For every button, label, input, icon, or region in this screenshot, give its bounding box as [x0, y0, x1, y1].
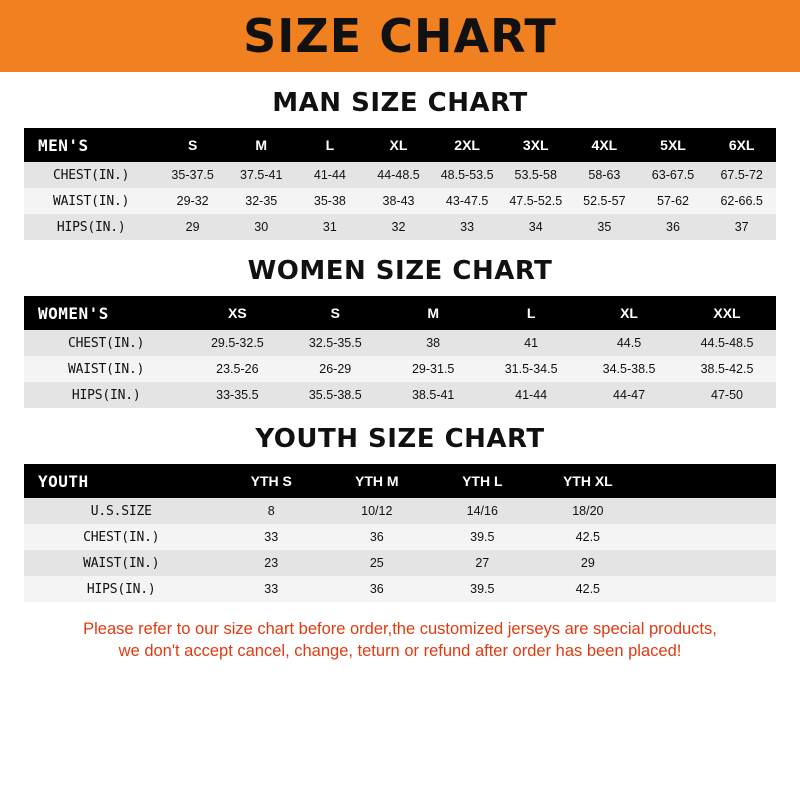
- header-cell-4xl: 4XL: [591, 137, 618, 153]
- page-title: SIZE CHART: [243, 9, 557, 63]
- header-cell-xxl: XXL: [713, 305, 741, 321]
- cell-chest-xs: 29.5-32.5: [210, 336, 264, 350]
- header-cell-s: S: [187, 137, 198, 153]
- cell-waist-m: 29-31.5: [411, 362, 455, 376]
- page-banner: [0, 0, 800, 72]
- cell-spacer: [641, 550, 776, 576]
- cell-waist-s: 29-32: [176, 194, 209, 208]
- cell-waist-6xl: 62-66.5: [720, 194, 763, 208]
- row-label-waist: WAIST(IN.): [68, 361, 145, 377]
- cell-waist-2xl: 43-47.5: [445, 194, 489, 208]
- header-cell-6xl: 6XL: [728, 137, 755, 153]
- cell-hips-l: 41-44: [515, 388, 548, 402]
- cell-chest-xl: 44-48.5: [377, 168, 420, 182]
- cell-waist-yth-s: 23: [264, 556, 279, 570]
- cell-hips-yth-xl: 42.5: [575, 582, 601, 596]
- cell-chest-m: 37.5-41: [240, 168, 283, 182]
- cell-waist-yth-l: 27: [475, 556, 490, 570]
- cell-ussize-yth-s: 8: [267, 504, 275, 518]
- row-label-hips: HIPS(IN.): [56, 219, 126, 235]
- table-man-sizes: [24, 128, 776, 240]
- header-cell-2xl: 2XL: [454, 137, 480, 153]
- cell-waist-m: 32-35: [245, 194, 278, 208]
- cell-hips-4xl: 35: [597, 220, 612, 234]
- header-cell-xs: XS: [228, 305, 247, 321]
- table-header-row: [24, 464, 776, 498]
- cell-hips-2xl: 33: [460, 220, 475, 234]
- cell-chest-yth-xl: 42.5: [575, 530, 601, 544]
- cell-ussize-yth-m: 10/12: [361, 504, 393, 518]
- cell-waist-5xl: 57-62: [657, 194, 689, 208]
- table-row: [24, 162, 776, 188]
- table-row: [24, 188, 776, 214]
- row-label-us-size: U.S.SIZE: [90, 503, 152, 519]
- header-cell-yth-s: YTH S: [250, 473, 292, 489]
- cell-chest-4xl: 58-63: [588, 168, 621, 182]
- cell-chest-yth-s: 33: [264, 530, 279, 544]
- table-youth-body: [24, 498, 776, 602]
- section-youth: [24, 424, 776, 602]
- cell-spacer: [641, 576, 776, 602]
- cell-chest-3xl: 53.5-58: [514, 168, 557, 182]
- cell-hips-xxl: 47-50: [711, 388, 743, 402]
- cell-hips-l: 31: [322, 220, 337, 234]
- cell-hips-xl: 32: [391, 220, 406, 234]
- section-title-youth: YOUTH SIZE CHART: [255, 424, 545, 454]
- header-cell-rowlabel: MEN'S: [38, 135, 89, 155]
- row-label-chest: CHEST(IN.): [53, 167, 130, 183]
- cell-ussize-yth-l: 14/16: [466, 504, 498, 518]
- cell-chest-m: 38: [426, 336, 441, 350]
- table-row: [24, 550, 776, 576]
- table-man-body: [24, 162, 776, 240]
- row-label-chest: CHEST(IN.): [83, 529, 160, 545]
- table-row: [24, 524, 776, 550]
- cell-chest-xxl: 44.5-48.5: [700, 336, 754, 350]
- cell-chest-l: 41-44: [313, 168, 346, 182]
- row-label-chest: CHEST(IN.): [68, 335, 145, 351]
- cell-waist-l: 31.5-34.5: [504, 362, 558, 376]
- table-women-body: [24, 330, 776, 408]
- row-label-hips: HIPS(IN.): [86, 581, 156, 597]
- cell-chest-s: 35-37.5: [171, 168, 214, 182]
- row-label-hips: HIPS(IN.): [71, 387, 141, 403]
- header-cell-spacer: [641, 464, 776, 498]
- table-women-sizes: [24, 296, 776, 408]
- cell-spacer: [641, 498, 776, 524]
- header-cell-xl: XL: [620, 305, 638, 321]
- cell-chest-l: 41: [524, 336, 539, 350]
- cell-hips-s: 35.5-38.5: [308, 388, 362, 402]
- table-row: [24, 214, 776, 240]
- cell-waist-xl: 38-43: [382, 194, 415, 208]
- header-cell-yth-xl: YTH XL: [562, 473, 613, 489]
- header-cell-l: L: [325, 137, 335, 153]
- cell-hips-m: 30: [254, 220, 269, 234]
- cell-hips-5xl: 36: [666, 220, 680, 234]
- cell-chest-2xl: 48.5-53.5: [440, 168, 494, 182]
- cell-hips-3xl: 34: [528, 220, 543, 234]
- header-cell-yth-m: YTH M: [354, 473, 399, 489]
- section-title-women: WOMEN SIZE CHART: [247, 256, 553, 286]
- cell-waist-yth-xl: 29: [580, 556, 595, 570]
- cell-chest-yth-m: 36: [369, 530, 384, 544]
- cell-waist-xs: 23.5-26: [216, 362, 259, 376]
- cell-waist-l: 35-38: [313, 194, 346, 208]
- section-man: [24, 88, 776, 240]
- row-label-waist: WAIST(IN.): [53, 193, 130, 209]
- header-cell-l: L: [526, 305, 536, 321]
- header-cell-xl: XL: [389, 137, 408, 153]
- content-area: [0, 88, 800, 663]
- footer-line-1: Please refer to our size chart before order,the customized jerseys are special products,: [83, 620, 717, 638]
- cell-chest-5xl: 63-67.5: [651, 168, 695, 182]
- cell-hips-yth-m: 36: [369, 582, 384, 596]
- table-row: [24, 356, 776, 382]
- table-row: [24, 576, 776, 602]
- header-cell-rowlabel: YOUTH: [38, 471, 89, 491]
- cell-hips-xl: 44-47: [613, 388, 646, 402]
- cell-hips-6xl: 37: [734, 220, 749, 234]
- cell-hips-s: 29: [185, 220, 200, 234]
- cell-hips-yth-l: 39.5: [470, 582, 495, 596]
- footer-line-2: we don't accept cancel, change, teturn or refund after order has been placed!: [118, 642, 682, 661]
- table-youth-head: [24, 464, 776, 498]
- cell-waist-xl: 34.5-38.5: [602, 362, 656, 376]
- cell-hips-xs: 33-35.5: [216, 388, 259, 402]
- header-cell-5xl: 5XL: [660, 137, 686, 153]
- table-row: [24, 330, 776, 356]
- table-women-head: [24, 296, 776, 330]
- header-cell-m: M: [255, 137, 268, 153]
- table-header-row: [24, 296, 776, 330]
- cell-chest-yth-l: 39.5: [470, 530, 495, 544]
- cell-hips-yth-s: 33: [264, 582, 279, 596]
- cell-spacer: [641, 524, 776, 550]
- table-man-head: [24, 128, 776, 162]
- section-title-man: MAN SIZE CHART: [272, 88, 528, 118]
- table-row: [24, 498, 776, 524]
- cell-chest-6xl: 67.5-72: [720, 168, 763, 182]
- row-label-waist: WAIST(IN.): [83, 555, 160, 571]
- cell-waist-4xl: 52.5-57: [583, 194, 626, 208]
- header-cell-s: S: [330, 305, 340, 321]
- cell-waist-yth-m: 25: [369, 556, 384, 570]
- section-women: [24, 256, 776, 408]
- cell-chest-xl: 44.5: [616, 336, 642, 350]
- table-youth-sizes: [24, 464, 776, 602]
- cell-waist-xxl: 38.5-42.5: [700, 362, 754, 376]
- header-cell-3xl: 3XL: [522, 137, 549, 153]
- cell-ussize-yth-xl: 18/20: [572, 504, 604, 518]
- table-header-row: [24, 128, 776, 162]
- header-cell-yth-l: YTH L: [462, 473, 503, 489]
- header-cell-rowlabel: WOMEN'S: [38, 303, 109, 323]
- header-cell-m: M: [427, 305, 440, 321]
- cell-waist-3xl: 47.5-52.5: [509, 194, 563, 208]
- cell-chest-s: 32.5-35.5: [308, 336, 362, 350]
- table-row: [24, 382, 776, 408]
- footer-disclaimer: [24, 618, 776, 663]
- cell-hips-m: 38.5-41: [411, 388, 455, 402]
- cell-waist-s: 26-29: [319, 362, 352, 376]
